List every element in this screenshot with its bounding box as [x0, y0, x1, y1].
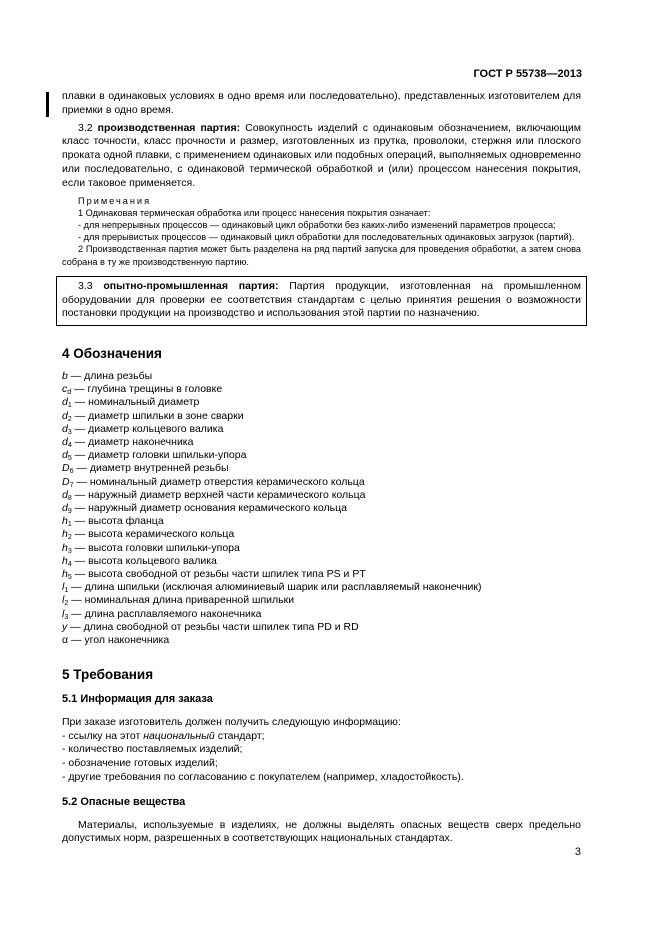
symbol-description: — высота кольцевого валика	[71, 554, 217, 567]
symbol-subscript: 4	[67, 442, 72, 449]
notes-block	[62, 195, 581, 268]
symbol-subscript: 3	[64, 613, 69, 621]
order-info-item	[62, 730, 581, 744]
change-bar	[46, 92, 49, 117]
symbol-description: — диаметр шпильки в зоне сварки	[71, 409, 244, 422]
symbol-subscript: 4	[67, 560, 72, 568]
symbol-item	[62, 555, 581, 568]
symbol-subscript: 2	[67, 534, 72, 542]
symbol-item	[62, 396, 581, 409]
note-item: 2 Производственная партия может быть разделена на ряд партий запуска для проведения обработки, а затем снова собрана в ту же производственную партию.	[62, 244, 581, 267]
symbol-description: — глубина трещины в головке	[71, 383, 223, 396]
symbol-description: — длина резьбы	[67, 369, 153, 382]
symbol-description: — наружный диаметр верхней части керамического кольца	[71, 488, 366, 501]
term-3-2-term: производственная партия:	[97, 121, 241, 134]
symbol-description: — длина свободной от резьбы части шпилек типа PD и RD	[67, 620, 359, 633]
symbol-subscript: 1	[67, 521, 72, 529]
term-3-3-term: опытно-промышленная партия:	[103, 279, 279, 292]
symbol-item	[62, 476, 581, 489]
symbol-item	[62, 634, 581, 647]
symbol-subscript: 7	[69, 481, 74, 489]
symbol-subscript: 1	[67, 402, 72, 410]
order-info-item: - обозначение готовых изделий;	[62, 757, 218, 770]
symbol-subscript: 3	[67, 547, 72, 555]
symbol-description: — диаметр кольцевого валика	[71, 422, 224, 435]
symbol-item	[62, 383, 581, 396]
symbol-letter: h	[62, 541, 68, 554]
symbols-list	[62, 370, 581, 647]
symbol-description: — высота фланца	[71, 515, 164, 528]
continuation-paragraph: плавки в одинаковых условиях в одно время или последовательно), представленных изготовителем для приемки в одно время.	[62, 90, 581, 116]
page-number: 3	[574, 846, 581, 858]
term-3-3-box	[56, 276, 587, 326]
order-info-item: - другие требования по согласованию с покупателем (например, хладостойкость).	[62, 771, 464, 784]
section-4-heading: 4 Обозначения	[62, 346, 162, 362]
term-3-3-definition: Партия продукции, изготовленная на промышленном оборудовании для проверки ее соответствия стандартам с целью принятия решения о возможности постановки продукции на производство и использования этой партии по назначению.	[62, 279, 581, 320]
term-3-2	[62, 122, 581, 191]
order-item-suffix: стандарт;	[214, 729, 265, 742]
symbol-description: — высота головки шпильки-упора	[71, 541, 240, 554]
symbol-description: — номинальный диаметр	[71, 396, 200, 409]
symbol-item	[62, 410, 581, 423]
symbol-letter: l	[62, 581, 65, 594]
page-content	[62, 90, 581, 846]
symbol-description: — диаметр головки шпильки-упора	[71, 449, 247, 462]
note-item: 1 Одинаковая термическая обработка или процесс нанесения покрытия означает:	[78, 207, 431, 218]
term-3-3	[62, 280, 581, 321]
symbol-subscript: 3	[67, 428, 72, 436]
symbol-description: — длина расплавляемого наконечника	[68, 607, 262, 620]
symbol-letter: y	[62, 620, 68, 633]
symbol-subscript: 8	[67, 494, 72, 502]
symbol-letter: l	[62, 594, 65, 607]
symbol-item	[62, 436, 581, 449]
symbol-letter: h	[62, 528, 68, 541]
section-5-1-heading: 5.1 Информация для заказа	[62, 693, 213, 706]
symbol-item	[62, 594, 581, 607]
symbol-description: — высота керамического кольца	[71, 528, 235, 541]
term-3-2-definition: Совокупность изделий с одинаковым обозначением, включающим класс точности, класс прочности и размер, изготовленных из прутка, проволоки, стержня или плоского проката одной плавки, с применением одинаковых или подобных операций, выполняемых одновременно или последовательно, с одинаковой термической обработкой и (или) процессом нанесения покрытия, если таковое применяется.	[62, 121, 581, 189]
symbol-item	[62, 502, 581, 515]
symbol-description: — высота свободной от резьбы части шпилек типа PS и PT	[71, 568, 366, 581]
symbol-item	[62, 528, 581, 541]
symbol-item	[62, 370, 581, 383]
symbol-subscript: 6	[69, 468, 74, 476]
symbol-letter: d	[62, 502, 68, 515]
symbol-letter: d	[62, 422, 68, 435]
symbol-item	[62, 489, 581, 502]
symbol-item	[62, 581, 581, 594]
symbol-letter: d	[62, 396, 68, 409]
order-info-item: - количество поставляемых изделий;	[62, 743, 243, 756]
section-5-heading: 5 Требования	[62, 667, 154, 683]
symbol-item	[62, 423, 581, 436]
symbol-item	[62, 515, 581, 528]
symbol-letter: l	[62, 607, 65, 620]
note-item: - для прерывистых процессов — одинаковый цикл обработки для последовательных одинаковых загрузок (партий).	[78, 232, 575, 243]
order-info-intro: При заказе изготовитель должен получить следующую информацию:	[62, 715, 401, 728]
symbol-letter: d	[62, 488, 68, 501]
symbol-subscript: 5	[67, 574, 72, 582]
order-item-prefix: - ссылку на этот	[62, 729, 144, 742]
symbol-item	[62, 449, 581, 462]
standard-code: ГОСТ Р 55738—2013	[473, 68, 582, 80]
note-item: - для непрерывных процессов — одинаковый цикл обработки без каких-либо изменений параметров процесса;	[78, 219, 556, 230]
hazardous-substances-text: Материалы, используемые в изделиях, не должны выделять опасных веществ сверх предельно допустимых норм, разрешенных в соответствующих национальных стандартах.	[62, 818, 581, 845]
symbol-description: — номинальная длина приваренной шпильки	[68, 594, 295, 607]
symbol-letter: h	[62, 568, 68, 581]
symbol-subscript: 2	[64, 600, 69, 608]
symbol-letter: d	[62, 436, 68, 448]
symbol-subscript: 9	[67, 508, 72, 516]
term-3-3-number: 3.3	[78, 279, 93, 292]
symbol-letter: h	[62, 554, 68, 567]
symbol-item	[62, 608, 581, 621]
symbol-item	[62, 621, 581, 634]
symbol-description: — номинальный диаметр отверстия керамического кольца	[73, 475, 365, 488]
symbol-letter: d	[62, 409, 68, 422]
symbol-letter: c	[62, 383, 68, 396]
notes-title: Примечания	[78, 195, 152, 206]
symbol-item	[62, 542, 581, 555]
symbol-subscript: 5	[67, 455, 72, 463]
symbol-description: — угол наконечника	[68, 634, 170, 647]
symbol-subscript: d	[67, 389, 72, 397]
symbol-subscript: 2	[67, 415, 72, 423]
continuation-block	[62, 90, 581, 118]
symbol-letter: D	[62, 475, 70, 488]
symbol-subscript: 1	[64, 587, 69, 595]
symbol-letter: b	[62, 369, 68, 382]
order-item-italic: национальный	[143, 729, 215, 742]
symbol-letter: d	[62, 449, 68, 462]
section-5-2-heading: 5.2 Опасные вещества	[62, 795, 186, 808]
symbol-letter: D	[62, 462, 70, 475]
symbol-item	[62, 568, 581, 581]
symbol-description: — длина шпильки (исключая алюминиевый шарик или расплавляемый наконечник)	[68, 581, 482, 594]
symbol-description: — наружный диаметр основания керамического кольца	[71, 502, 347, 515]
symbol-description: — диаметр внутренней резьбы	[73, 462, 229, 475]
symbol-letter: h	[62, 515, 68, 528]
symbol-description: — диаметр наконечника	[71, 436, 194, 448]
symbol-item	[62, 462, 581, 475]
symbol-letter: α	[62, 634, 69, 647]
term-3-2-number: 3.2	[78, 121, 93, 134]
